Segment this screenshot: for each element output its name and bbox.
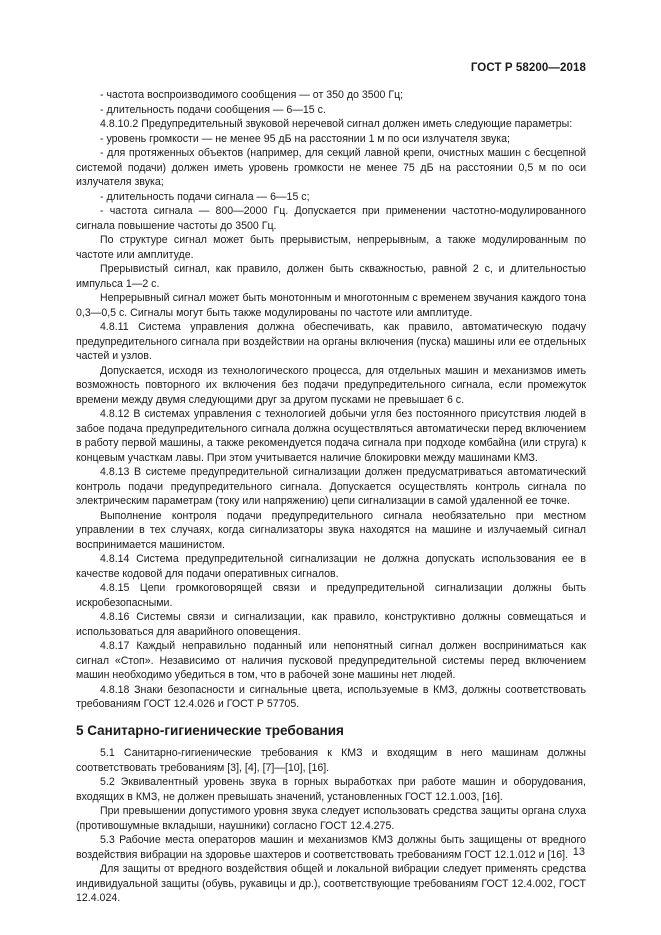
paragraph: 4.8.12 В системах управления с технологией добычи угля без постоянного присутствия людей в забое подача предупредительного сигнала должна осуществляться автоматически перед включением в работу первой машины, а также рекомендуется подача сигнала при подходе комбайна (или струга) к концевым участкам лавы. При этом учитывается наличие блокировки между машинами КМЗ. xyxy=(76,408,586,464)
paragraph: Для защиты от вредного воздействия общей и локальной вибрации следует применять средства индивидуальной защиты (обувь, рукавицы и др.), соответствующие требованиям ГОСТ 12.4.002, ГОСТ 12.4.024. xyxy=(76,863,586,904)
paragraph: 5.1 Санитарно-гигиенические требования к КМЗ и входящим в него машинам должны соответствовать требованиям [3], [4], [7]—[10], [16]. xyxy=(76,747,586,774)
paragraph: - частота воспроизводимого сообщения — от 350 до 3500 Гц; xyxy=(100,89,404,101)
paragraph: Непрерывный сигнал может быть монотонным и многотонным с временем звучания каждого тона 0,3—0,5 с. Сигналы могут быть также модулированы по частоте или амплитуде. xyxy=(76,292,586,319)
paragraph: - длительность подачи сообщения — 6—15 с. xyxy=(100,103,326,116)
paragraph: 4.8.15 Цепи громкоговорящей связи и предупредительной сигнализации должны быть искробезопасными. xyxy=(76,582,586,609)
paragraph: Выполнение контроля подачи предупредительного сигнала необязательно при местном управлении в тех случаях, когда сигнализаторы звука находятся на машине и излучаемый сигнал воспринимается машинистом. xyxy=(76,509,586,551)
paragraph: 4.8.17 Каждый неправильно поданный или непонятный сигнал должен восприниматься как сигнал «Стоп». Независимо от наличия пусковой предупредительной системы перед включением машин необходимо убедиться в том, что в рабочей зоне машины нет людей. xyxy=(76,640,586,681)
paragraphs-before-section xyxy=(76,88,586,712)
paragraph: По структуре сигнал может быть прерывистым, непрерывным, а также модулированным по частоте или амплитуде. xyxy=(76,234,586,261)
paragraph: 4.8.11 Система управления должна обеспечивать, как правило, автоматическую подачу предупредительного сигнала при воздействии на органы включения (пуска) машины или ее отдельных частей и узлов. xyxy=(76,321,586,362)
paragraph: 4.8.18 Знаки безопасности и сигнальные цвета, используемые в КМЗ, должны соответствовать требованиям ГОСТ 12.4.026 и ГОСТ Р 57705. xyxy=(76,683,586,710)
paragraphs-after-section xyxy=(76,746,586,906)
paragraph: - для протяженных объектов (например, для секций лавной крепи, очистных машин с бесцепной системой подачи) должен иметь уровень громкости не менее 75 дБ на расстоянии 0,5 м по оси излучателя звука; xyxy=(76,147,586,188)
paragraph: 5.2 Эквивалентный уровень звука в горных выработках при работе машин и оборудования, входящих в КМЗ, не должен превышать значений, установленных ГОСТ 12.1.003, [16]. xyxy=(76,776,586,803)
standard-designation: ГОСТ Р 58200—2018 xyxy=(470,62,586,74)
page-number: 13 xyxy=(572,846,585,858)
section-heading: 5 Санитарно-гигиенические требования xyxy=(76,722,344,738)
paragraph: - частота сигнала — 800—2000 Гц. Допускается при применении частотно-модулированного сигнала повышение частоты до 3500 Гц. xyxy=(76,205,586,232)
paragraph: Прерывистый сигнал, как правило, должен быть скважностью, равной 2 с, и длительностью импульса 1—2 с. xyxy=(76,263,586,290)
paragraph: При превышении допустимого уровня звука следует использовать средства защиты органа слуха (противошумные вкладыши, наушники) согласно ГОСТ 12.4.275. xyxy=(76,805,586,832)
paragraph: 4.8.14 Система предупредительной сигнализации не должна допускать использования ее в качестве кодовой для подачи оперативных сигналов. xyxy=(76,553,586,580)
body-text xyxy=(76,88,586,906)
paragraph: 4.8.13 В системе предупредительной сигнализации должен предусматриваться автоматический контроль подачи предупредительного сигнала. Допускается осуществлять контроль сигнала по электрическим параметрам (току или напряжению) цепи сигнализации в самой удаленной ее точке. xyxy=(76,466,586,507)
paragraph: Допускается, исходя из технологического процесса, для отдельных машин и механизмов иметь возможность повторного их включения без подачи предупредительного сигнала, если промежуток времени между двумя следующими друг за другом пусками не превышает 6 с. xyxy=(76,364,586,406)
paragraph: - длительность подачи сигнала — 6—15 с; xyxy=(100,190,310,203)
paragraph: - уровень громкости — не менее 95 дБ на расстоянии 1 м по оси излучателя звука; xyxy=(100,132,510,145)
paragraph: 4.8.16 Системы связи и сигнализации, как правило, конструктивно должны совмещаться и использоваться для аварийного оповещения. xyxy=(76,611,586,638)
paragraph: 4.8.10.2 Предупредительный звуковой неречевой сигнал должен иметь следующие параметры: xyxy=(100,118,573,130)
paragraph: 5.3 Рабочие места операторов машин и механизмов КМЗ должны быть защищены от вредного воздействия вибрации на здоровье шахтеров и соответствовать требованиям ГОСТ 12.1.012 и [16]. xyxy=(76,834,586,861)
